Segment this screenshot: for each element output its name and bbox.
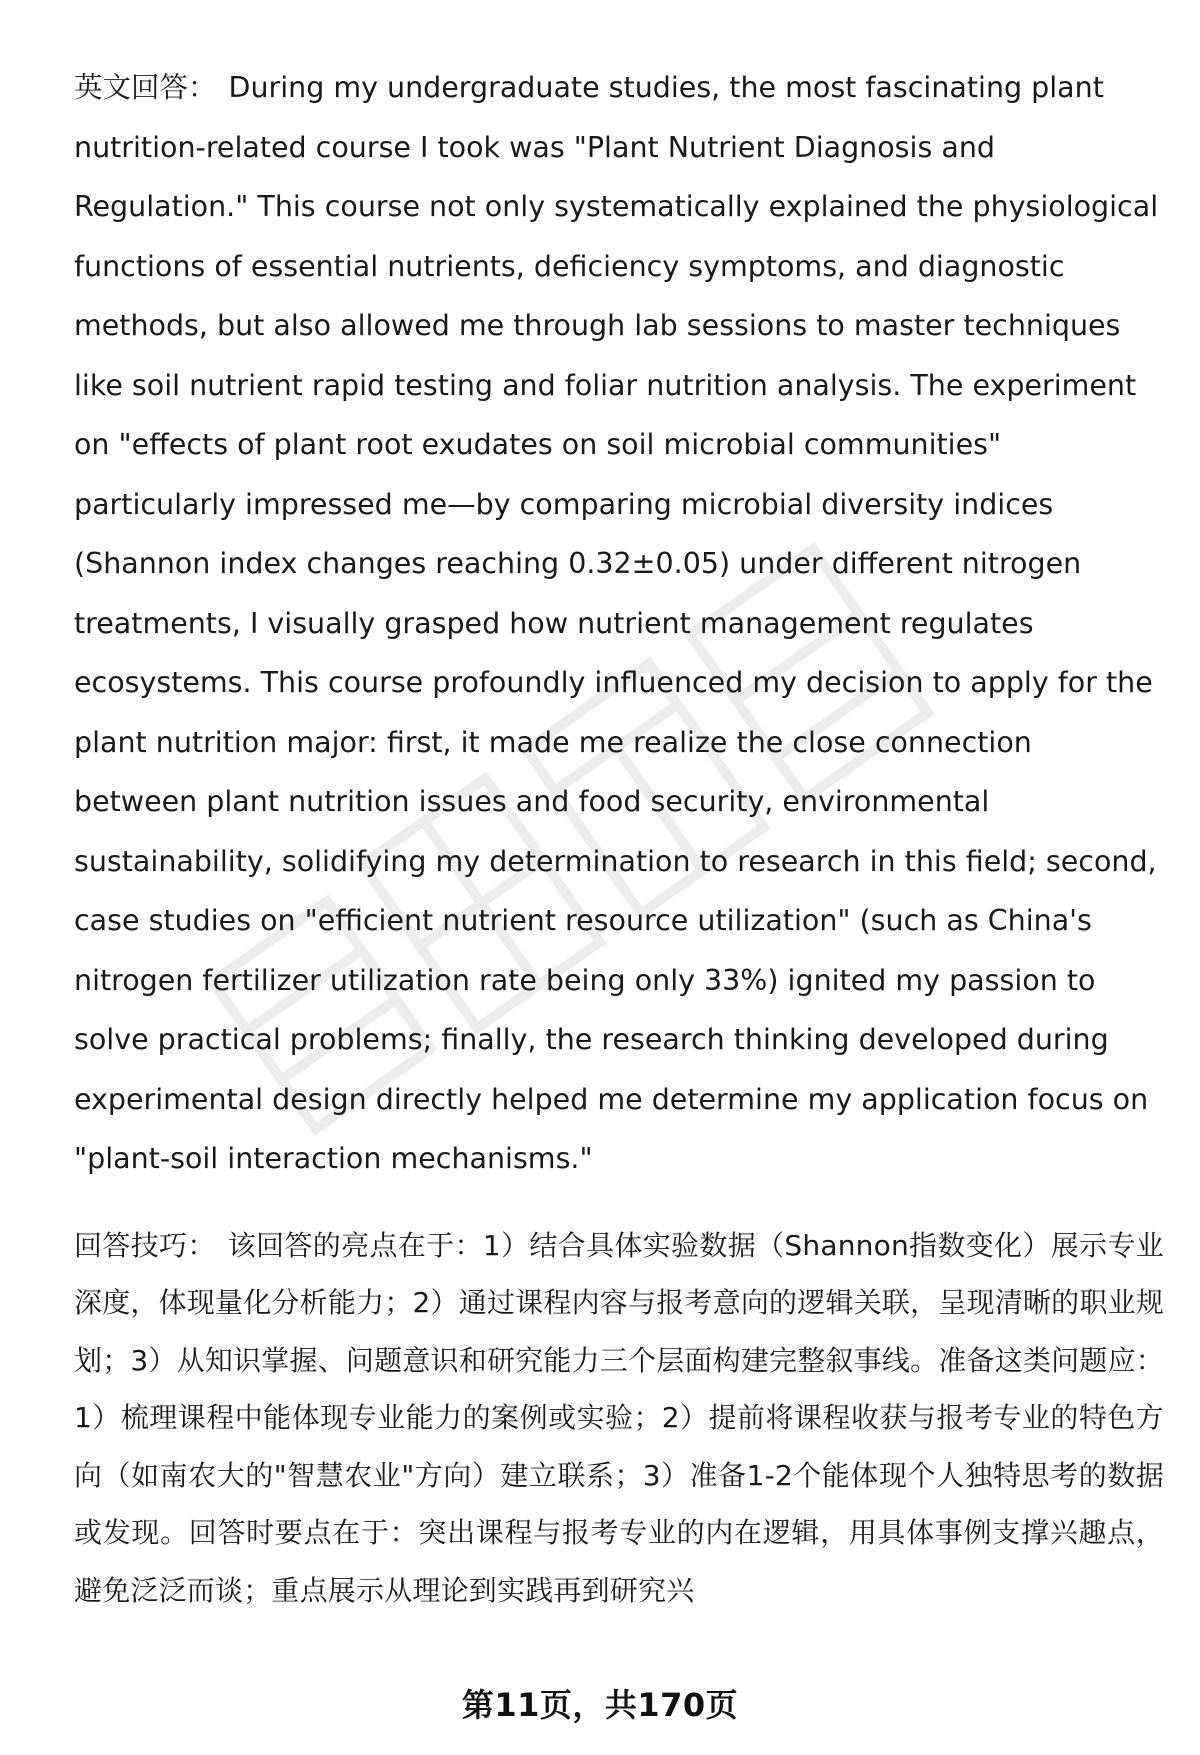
answer-label: 英文回答： — [74, 71, 217, 104]
answer-text: During my undergraduate studies, the most fascinating plant nutrition-related course I took was "Plant Nutrient Diagnosis and Regulation." This course not only systematically explained the physiological functions of essential nutrients, deficiency symptoms, and diagnostic methods, but also allowed me through lab sessions to master techniques like soil nutrient rapid testing and foliar nutrition analysis. The experiment on "effects of plant root exudates on soil microbial communities" particularly impressed me—by comparing microbial diversity indices (Shannon index changes reaching 0.32±0.05) under different nitrogen treatments, I visually grasped how nutrient management regulates ecosystems. This course profoundly influenced my decision to apply for the plant nutrition major: first, it made me realize the close connection between plant nutrition issues and food security, environmental sustainability, solidifying my determination to research in this field; second, case studies on "efficient nutrient resource utilization" (such as China's nitrogen fertilizer utilization rate being only 33%) ignited my passion to solve practical problems; finally, the research thinking developed during experimental design directly helped me determine my application focus on "plant-soil interaction mechanisms." — [74, 71, 1159, 1175]
tips-label: 回答技巧： — [74, 1228, 216, 1262]
tips-text: 该回答的亮点在于：1）结合具体实验数据（Shannon指数变化）展示专业深度，体现量化分析能力；2）通过课程内容与报考意向的逻辑关联，呈现清晰的职业规划；3）从知识掌握、问题意识和研究能力三个层面构建完整叙事线。准备这类问题应：1）梳理课程中能体现专业能力的案例或实验；2）提前将课程收获与报考专业的特色方向（如南农大的"智慧农业"方向）建立联系；3）准备1-2个能体现个人独特思考的数据或发现。回答时要点在于：突出课程与报考专业的内在逻辑，用具体事例支撑兴趣点，避免泛泛而谈；重点展示从理论到实践再到研究兴 — [74, 1228, 1164, 1607]
tips-paragraph — [74, 1217, 1164, 1620]
page-number-footer: 第11页，共170页 — [461, 1686, 739, 1724]
answer-paragraph — [74, 58, 1164, 1189]
document-body — [74, 58, 1164, 1619]
